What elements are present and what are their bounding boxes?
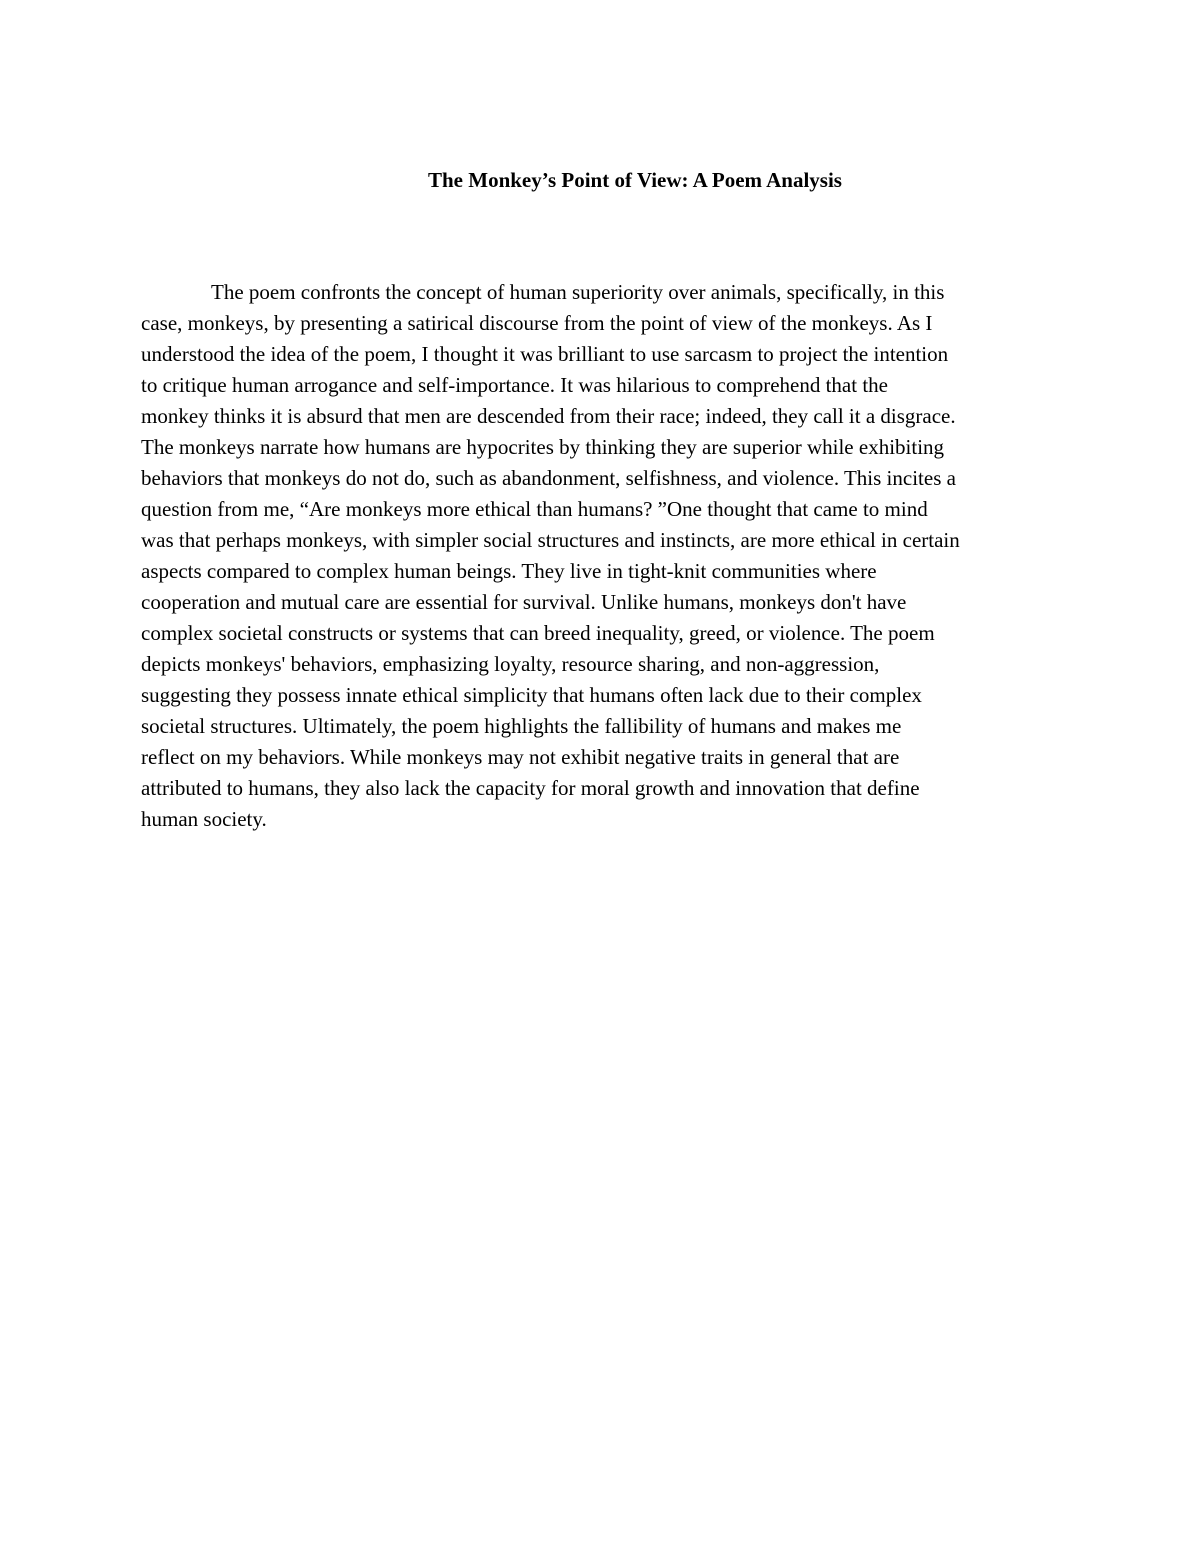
paragraph-line: societal structures. Ultimately, the poem highlights the fallibility of humans and makes me — [141, 714, 902, 738]
document-title: The Monkey’s Point of View: A Poem Analysis — [428, 168, 842, 192]
paragraph-line: cooperation and mutual care are essential for survival. Unlike humans, monkeys don't have — [141, 590, 907, 614]
paragraph-line: The poem confronts the concept of human superiority over animals, specifically, in this — [211, 280, 945, 304]
paragraph-line: was that perhaps monkeys, with simpler social structures and instincts, are more ethical in certain — [141, 528, 960, 552]
paragraph-line: human society. — [141, 807, 267, 831]
paragraph-line: The monkeys narrate how humans are hypocrites by thinking they are superior while exhibiting — [141, 435, 945, 459]
paragraph-line: suggesting they possess innate ethical simplicity that humans often lack due to their complex — [141, 683, 922, 707]
paragraph-line: monkey thinks it is absurd that men are descended from their race; indeed, they call it a disgrace. — [141, 404, 956, 428]
paragraph-line: question from me, “Are monkeys more ethical than humans? ”One thought that came to mind — [141, 497, 928, 521]
paragraph-line: understood the idea of the poem, I thought it was brilliant to use sarcasm to project the intention — [141, 342, 949, 366]
body-paragraph — [141, 277, 1066, 835]
paragraph-line: aspects compared to complex human beings. They live in tight-knit communities where — [141, 559, 877, 583]
paragraph-line: depicts monkeys' behaviors, emphasizing loyalty, resource sharing, and non-aggression, — [141, 652, 880, 676]
paragraph-line: reflect on my behaviors. While monkeys may not exhibit negative traits in general that are — [141, 745, 900, 769]
paragraph-line: attributed to humans, they also lack the capacity for moral growth and innovation that define — [141, 776, 920, 800]
paragraph-line: complex societal constructs or systems that can breed inequality, greed, or violence. The poem — [141, 621, 935, 645]
paragraph-line: case, monkeys, by presenting a satirical discourse from the point of view of the monkeys. As I — [141, 311, 933, 335]
paragraph-line: behaviors that monkeys do not do, such as abandonment, selfishness, and violence. This incites a — [141, 466, 956, 490]
paragraph-line: to critique human arrogance and self-importance. It was hilarious to comprehend that the — [141, 373, 888, 397]
